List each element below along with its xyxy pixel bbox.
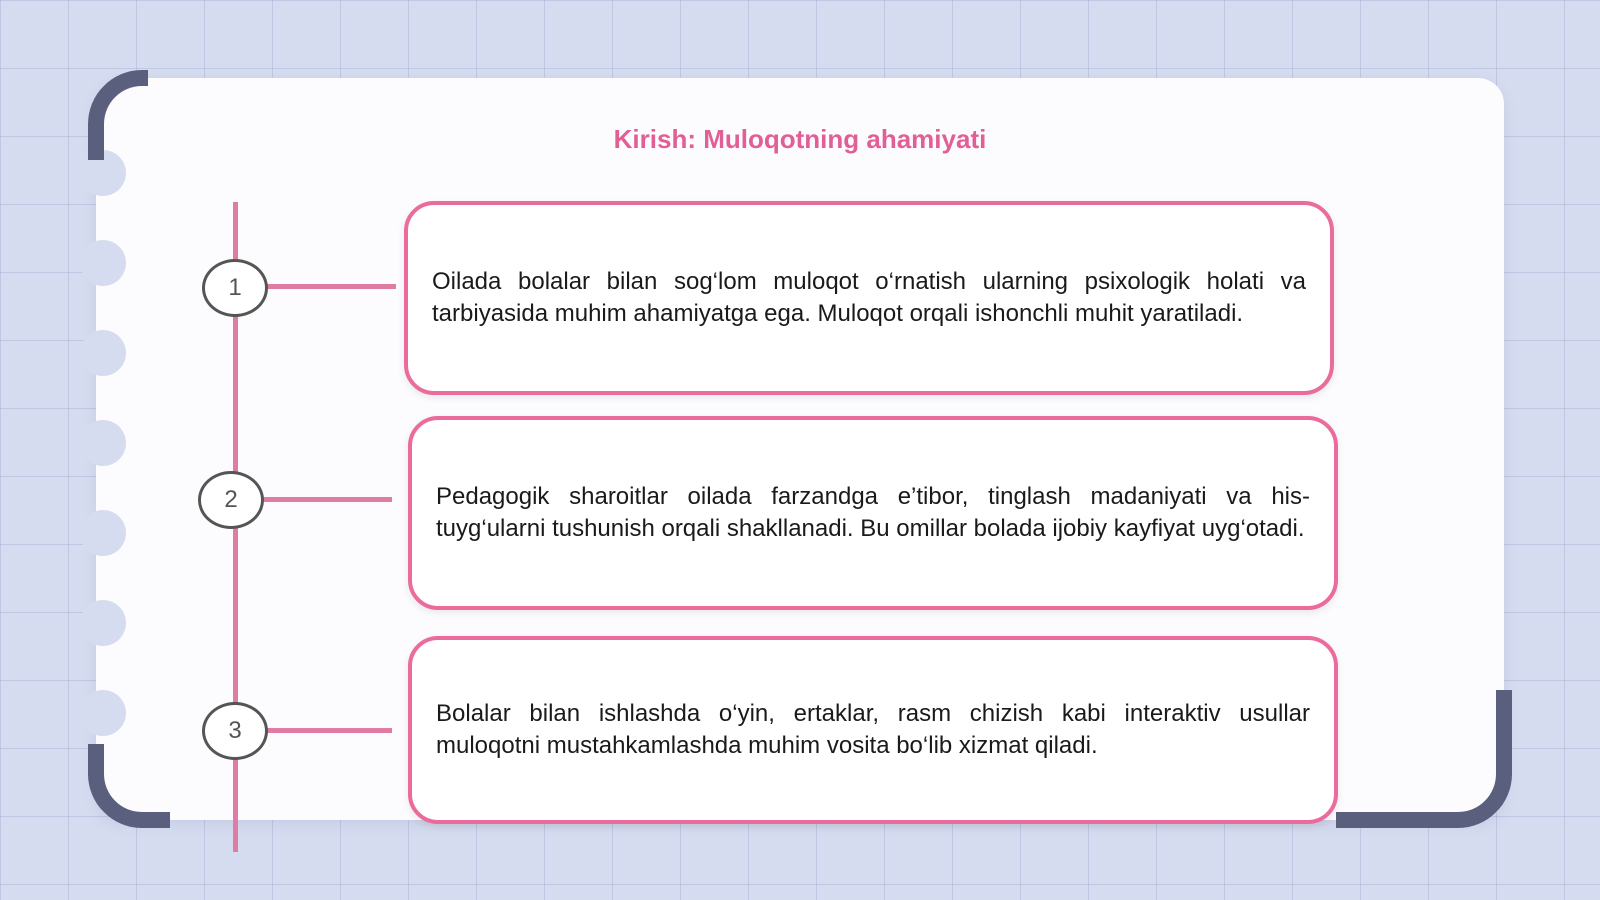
sheet-scallop	[80, 690, 126, 736]
step-number-1: 1	[202, 259, 268, 317]
info-card-1	[404, 201, 1334, 395]
info-card-text: Bolalar bilan ishlashda o‘yin, ertaklar, rasm chizish kabi interaktiv usullar muloqotni mustahkamlashda muhim vosita bo‘lib xizmat qiladi.	[436, 700, 1310, 759]
timeline-connector-3	[264, 728, 392, 733]
sheet-scallop	[80, 600, 126, 646]
info-card-text: Pedagogik sharoitlar oilada farzandga e’tibor, tinglash madaniyati va his-tuyg‘ularni tushunish orqali shakllanadi. Bu omillar bolada ijobiy kayfiyat uyg‘otadi.	[436, 483, 1310, 542]
corner-bracket-bottom-right	[1336, 690, 1512, 828]
slide-title: Kirish: Muloqotning ahamiyati	[613, 124, 987, 154]
info-card-text: Oilada bolalar bilan sog‘lom muloqot o‘rnatish ularning psixologik holati va tarbiyasida muhim ahamiyatga ega. Muloqot orqali ishonchli muhit yaratiladi.	[432, 268, 1306, 327]
sheet-scallop	[80, 330, 126, 376]
timeline-connector-1	[264, 284, 396, 289]
step-number-3: 3	[202, 702, 268, 760]
info-card-3	[408, 636, 1338, 824]
sheet-scallop	[80, 420, 126, 466]
info-card-2	[408, 416, 1338, 610]
step-number-2: 2	[198, 471, 264, 529]
sheet-scallop	[80, 510, 126, 556]
sheet-scallop	[80, 240, 126, 286]
corner-bracket-bottom-left	[88, 744, 170, 828]
timeline-connector-2	[260, 497, 392, 502]
